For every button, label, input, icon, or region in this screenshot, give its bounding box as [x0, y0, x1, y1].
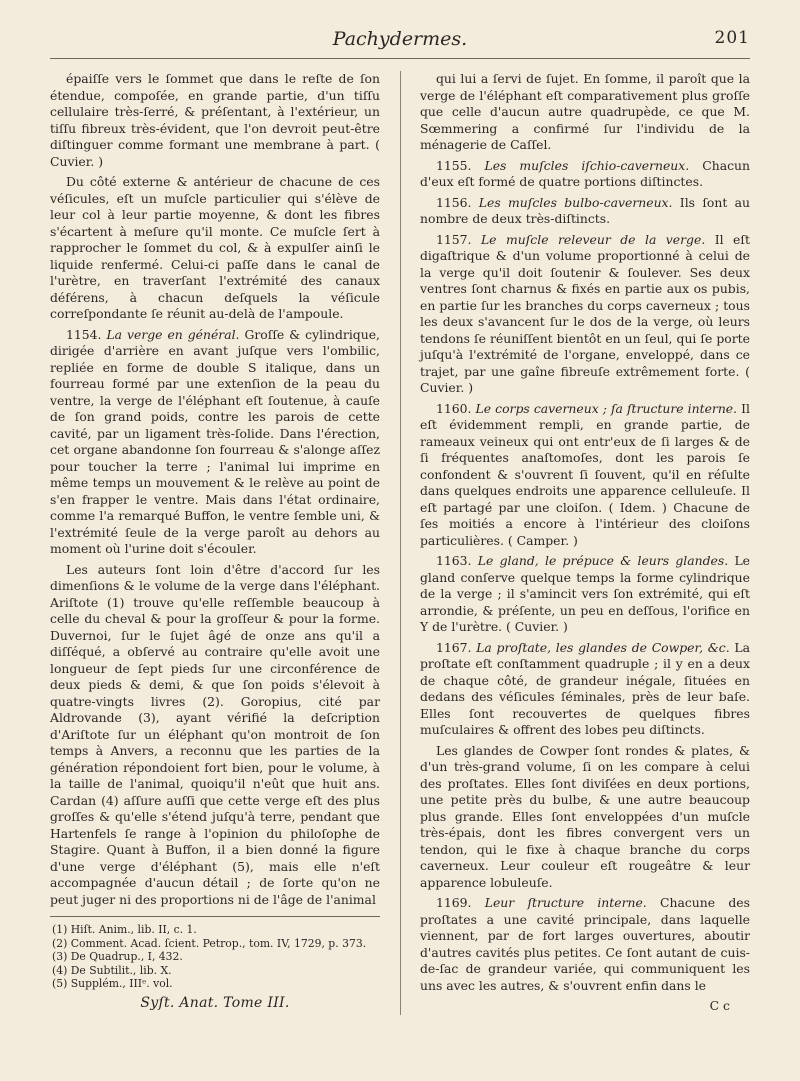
- paragraph-number: 1154.: [66, 326, 102, 342]
- paragraph: Les glandes de Cowper ſont rondes & plates, & d'un très-grand volume, ſi on les compare à celui des proſtates. Elles ſont diviſées en deux portions, une petite près du bulbe, & une autre beaucoup plus grande. Elles ſont enveloppées d'un muſcle très-épais, dont les fibres convergent vers un tendon, qui le fixe à chaque branche du corps caverneux. Leur couleur eſt rougeâtre & leur apparence lobuleuſe.: [420, 742, 750, 890]
- paragraph-text: Il eſt évidemment rempli, en grande partie, de rameaux veineux qui ont entr'eux de ſi larges & de ſi fréquentes anaſtomoſes, dont les parois ſe confondent & s'ouvrent ſi ſouvent, qu'il en réſulte dans quelques endroits une apparence celluleuſe. Il eſt partagé par une cloiſon. ( Idem. ) Chacune de ſes moitiés a encore à l'intérieur des cloiſons particulières. ( Camper. ): [420, 400, 750, 548]
- right-column: [420, 71, 750, 1015]
- paragraph-1155: [420, 158, 750, 191]
- paragraph-1163: [420, 553, 750, 636]
- paragraph-text: Le gland conſerve quelque temps la forme cylindrique de la verge ; il s'amincit vers ſon extrémité, qui eſt arrondie, & préſente, un peu en deſſous, l'orifice en Y de l'urètre. ( Cuvier. ): [420, 553, 750, 634]
- footnote: (1) Hiſt. Anim., lib. II, c. 1.: [52, 923, 197, 936]
- paragraph-1169: [420, 895, 750, 994]
- page-number: 201: [714, 28, 750, 48]
- footnote: (5) Supplém., IIIᵉ. vol.: [52, 977, 173, 990]
- paragraph-number: 1160.: [436, 400, 472, 416]
- paragraph: Les auteurs ſont loin d'être d'accord ſur les dimenſions & le volume de la verge dans l'éléphant. Ariſtote (1) trouve qu'elle reſſemble beaucoup à celle du cheval & pour la groſſeur & pour la forme. Duvernoi, ſur le ſujet âgé de onze ans qu'il a diſſéqué, a obſervé au contraire qu'elle avoit une longueur de ſept pieds ſur une circonférence de deux pieds & demi, & que ſon poids s'élevoit à quatre-vingts livres (2). Goropius, cité par Aldrovande (3), ayant vérifié la deſcription d'Ariſtote ſur un éléphant qu'on montroit de ſon temps à Anvers, a reconnu que les parties de la génération répondoient fort bien, pour le volume, à la taille de l'animal, quoiqu'il n'eût que huit ans. Cardan (4) aſſure auſſi que cette verge eſt des plus groſſes & qu'elle s'étend juſqu'à terre, pendant que Hartenfels ſe range à l'opinion du philoſophe de Stagire. Quant à Buffon, il a bien donné la figure d'une verge d'éléphant (5), mais elle n'eſt accompagnée d'aucun détail ; de ſorte qu'on ne peut juger ni des proportions ni de l'âge de l'animal: [50, 561, 380, 907]
- paragraph: épaiſſe vers le ſommet que dans le reſte de ſon étendue, compoſée, en grande partie, d'un tiſſu cellulaire très-ſerré, & préſentant, à l'extérieur, un tiſſu fibreux très-évident, que l'on devroit peut-être diſtinguer comme formant une membrane à part. ( Cuvier. ): [50, 71, 380, 169]
- paragraph-number: 1167.: [436, 639, 472, 655]
- paragraph-1156: [420, 195, 750, 228]
- footnote: (2) Comment. Acad. ſcient. Petrop., tom. IV, 1729, p. 373.: [52, 936, 367, 950]
- paragraph-text: Ils ſont au nombre de deux très-diſtincts.: [420, 194, 750, 226]
- text-columns: [50, 71, 750, 1015]
- paragraph-text: La proſtate eſt conſtamment quadruple ; il y en a deux de chaque côté, de grandeur inégale, ſituées en dedans des véſicules ſéminales, près de leur baſe. Elles ſont recouvertes de quelques fibres muſculaires & offrent des lobes peu diſtincts.: [420, 639, 750, 737]
- footnote: (3) De Quadrup., I, 432.: [52, 950, 183, 963]
- paragraph: Du côté externe & antérieur de chacune de ces véſicules, eſt un muſcle particulier qui s'élève de leur col à leur partie moyenne, & dont les fibres s'écartent à meſure qu'il monte. Ce muſcle ſert à rapprocher le ſommet du col, & à expulſer ainſi le liquide renfermé. Celui-ci paſſe dans le canal de l'urètre, en traverſant l'extrémité des canaux déférens, à chacun deſquels la véſicule correſpondante ſe réunit au-delà de l'ampoule.: [50, 174, 380, 321]
- catchword: C c: [709, 998, 730, 1013]
- paragraph-number: 1163.: [436, 553, 472, 568]
- paragraph-title: Le gland, le prépuce & leurs glandes.: [477, 553, 729, 568]
- paragraph-text: Il eſt digaſtrique & d'un volume proportionné à celui de la verge qu'il doit ſoutenir & ſoulever. Ses deux ventres ſont charnus & fixés en partie aux os pubis, en partie ſur les branches du corps caverneux ; tous les deux s'avancent ſur le dos de la verge, où leurs tendons ſe réuniſſent bientôt en un ſeul, qui ſe porte juſqu'à l'extrémité de l'organe, enveloppé, dans ce trajet, par une gaîne fibreuſe extrêmement forte. ( Cuvier. ): [420, 231, 750, 395]
- paragraph-text: Chacun d'eux eſt formé de quatre portions diſtinctes.: [420, 157, 750, 189]
- footnotes: [50, 916, 380, 991]
- footnote: (4) De Subtilit., lib. X.: [52, 963, 172, 977]
- paragraph-text: Chacune des proſtates a une cavité principale, dans laquelle viennent, par de fort larges ouvertures, aboutir d'autres cavités plus petites. Ce ſont autant de cuis-de-ſac de grandeur variée, qui communiquent les uns avec les autres, & s'ouvrent enfin dans le: [420, 895, 750, 993]
- column-divider: [400, 71, 401, 1015]
- paragraph-title: Les muſcles iſchio-caverneux.: [484, 157, 690, 173]
- paragraph-number: 1157.: [436, 231, 472, 247]
- paragraph-1154: [50, 327, 380, 558]
- paragraph-number: 1169.: [436, 895, 472, 910]
- paragraph-title: La verge en général.: [106, 326, 240, 342]
- paragraph-number: 1155.: [436, 157, 472, 173]
- paragraph-title: Leur ſtructure interne.: [484, 895, 647, 910]
- paragraph-title: Le muſcle releveur de la verge.: [480, 231, 706, 247]
- paragraph-number: 1156.: [436, 194, 472, 210]
- running-title: Pachydermes.: [332, 28, 468, 50]
- paragraph-1167: [420, 640, 750, 739]
- paragraph-title: Les muſcles bulbo-caverneux.: [478, 194, 673, 210]
- paragraph: qui lui a ſervi de ſujet. En ſomme, il paroît que la verge de l'éléphant eſt comparativement plus groſſe que celle d'aucun autre quadrupède, ce que M. Sœmmering a confirmé ſur l'individu de la ménagerie de Caſſel.: [420, 71, 750, 152]
- page-header: [50, 28, 750, 59]
- signature-mark: Syſt. Anat. Tome III.: [140, 994, 290, 1011]
- paragraph-1157: [420, 232, 750, 397]
- left-column: [50, 71, 380, 1015]
- paragraph-text: Groſſe & cylindrique, dirigée d'arrière en avant juſque vers l'ombilic, repliée en forme de double S italique, dans un fourreau formé par une extenſion de la peau du ventre, la verge de l'éléphant eſt ſoutenue, à cauſe de ſon grand poids, contre les parois de cette cavité, par un ligament très-ſolide. Dans l'érection, cet organe abandonne ſon fourreau & s'alonge aſſez pour toucher la terre ; l'animal lui imprime en même temps un mouvement & le relève au point de s'en frapper le ventre. Mais dans l'état ordinaire, comme l'a remarqué Buffon, le ventre ſemble uni, & l'extrémité ſeule de la verge paroît au dehors au moment où l'urine doit s'écouler.: [50, 326, 380, 556]
- paragraph-title: La proſtate, les glandes de Cowper, &c.: [476, 639, 730, 655]
- paragraph-1160: [420, 401, 750, 550]
- paragraph-title: Le corps caverneux ; ſa ſtructure interne.: [475, 400, 738, 416]
